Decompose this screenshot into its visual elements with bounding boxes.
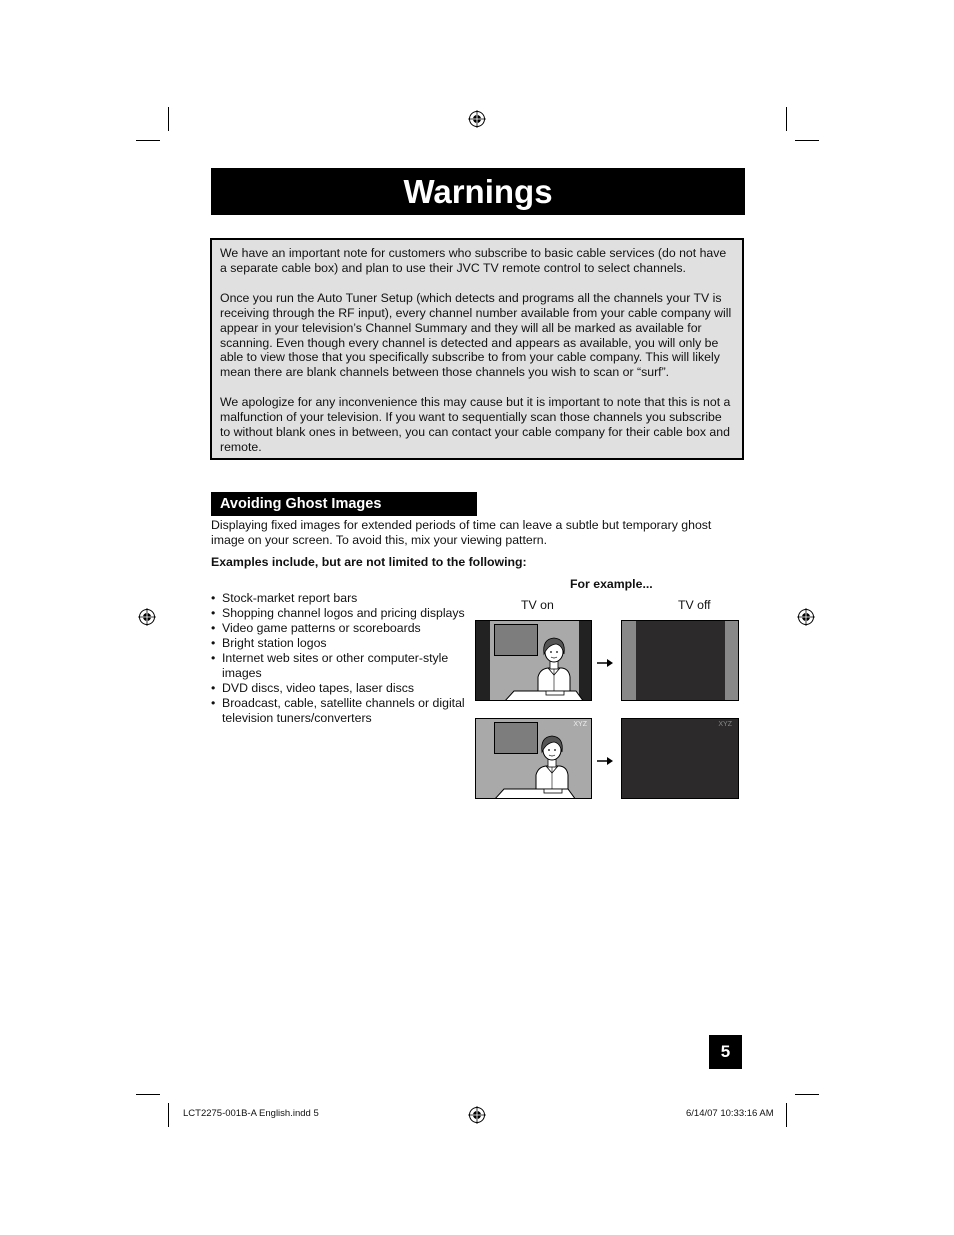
bullet: • [211, 681, 216, 695]
list-item [209, 681, 469, 696]
tv-on-screen-sidebars [475, 620, 592, 701]
examples-list [209, 591, 469, 726]
station-logo: XYZ [573, 721, 587, 728]
ghost-bar [725, 621, 738, 700]
section-intro: Displaying fixed images for extended periods of time can leave a subtle but temporary ghost image on your screen. To avoid this, mix your viewing pattern. [211, 518, 712, 547]
bullet: • [211, 591, 216, 605]
list-item [209, 636, 469, 651]
list-item-text: Stock-market report bars [222, 591, 358, 605]
ghost-bar [622, 621, 636, 700]
list-item-text: Bright station logos [222, 636, 327, 650]
arrow-right-icon [597, 658, 613, 668]
anchor-figure-icon [476, 719, 592, 799]
tv-on-screen-logo [475, 718, 592, 799]
tv-on-label: TV on [521, 598, 554, 612]
notice-paragraph: We have an important note for customers who subscribe to basic cable services (do not have a separate cable box) and plan to use their JVC TV remote control to select channels. [220, 246, 727, 275]
cable-notice-box [210, 238, 744, 460]
list-item-text: Video game patterns or scoreboards [222, 621, 421, 635]
registration-mark-icon [138, 608, 156, 626]
registration-mark-icon [468, 110, 486, 128]
list-item [209, 621, 469, 636]
section-heading: Avoiding Ghost Images [211, 492, 477, 516]
bullet: • [211, 696, 216, 710]
examples-heading: Examples include, but are not limited to the following: [211, 555, 527, 569]
tv-off-ghost-screen [621, 620, 739, 701]
bullet: • [211, 651, 216, 665]
anchor-figure-icon [476, 621, 592, 701]
bullet: • [211, 606, 216, 620]
tv-off-label: TV off [678, 598, 711, 612]
list-item-text: Shopping channel logos and pricing displays [222, 606, 465, 620]
bullet: • [211, 621, 216, 635]
page-title: Warnings [211, 168, 745, 215]
registration-mark-icon [468, 1106, 486, 1124]
arrow-right-icon [597, 756, 613, 766]
list-item-text: DVD discs, video tapes, laser discs [222, 681, 415, 695]
page-number: 5 [709, 1035, 742, 1069]
notice-paragraph: Once you run the Auto Tuner Setup (which detects and programs all the channels your TV is receiving through the RF input), every channel number available from your cable company will appear in your television’s Channel Summary and they will all be marked as available for scanning. Even though every channel is detected and appears as available, you will only be able to view those that you specifically subscribe to from your cable company. This will likely mean there are blank channels between those channels you wish to scan or “surf”. [220, 290, 732, 380]
ghost-logo: XYZ [718, 721, 732, 728]
bullet: • [211, 636, 216, 650]
list-item [209, 696, 469, 726]
for-example-label: For example... [570, 577, 653, 591]
list-item-text: Internet web sites or other computer-style images [222, 651, 449, 680]
footer-timestamp: 6/14/07 10:33:16 AM [686, 1108, 774, 1119]
list-item-text: Broadcast, cable, satellite channels or digital television tuners/converters [222, 696, 465, 725]
registration-mark-icon [797, 608, 815, 626]
list-item [209, 651, 469, 681]
tv-off-ghost-logo-screen [621, 718, 739, 799]
list-item [209, 591, 469, 606]
footer-filename: LCT2275-001B-A English.indd 5 [183, 1108, 319, 1119]
list-item [209, 606, 469, 621]
notice-paragraph: We apologize for any inconvenience this may cause but it is important to note that this is not a malfunction of your television. If you want to sequentially scan those channels you subscribe to without blank ones in between, you can contact your cable company for their cable box and remote. [220, 395, 731, 454]
